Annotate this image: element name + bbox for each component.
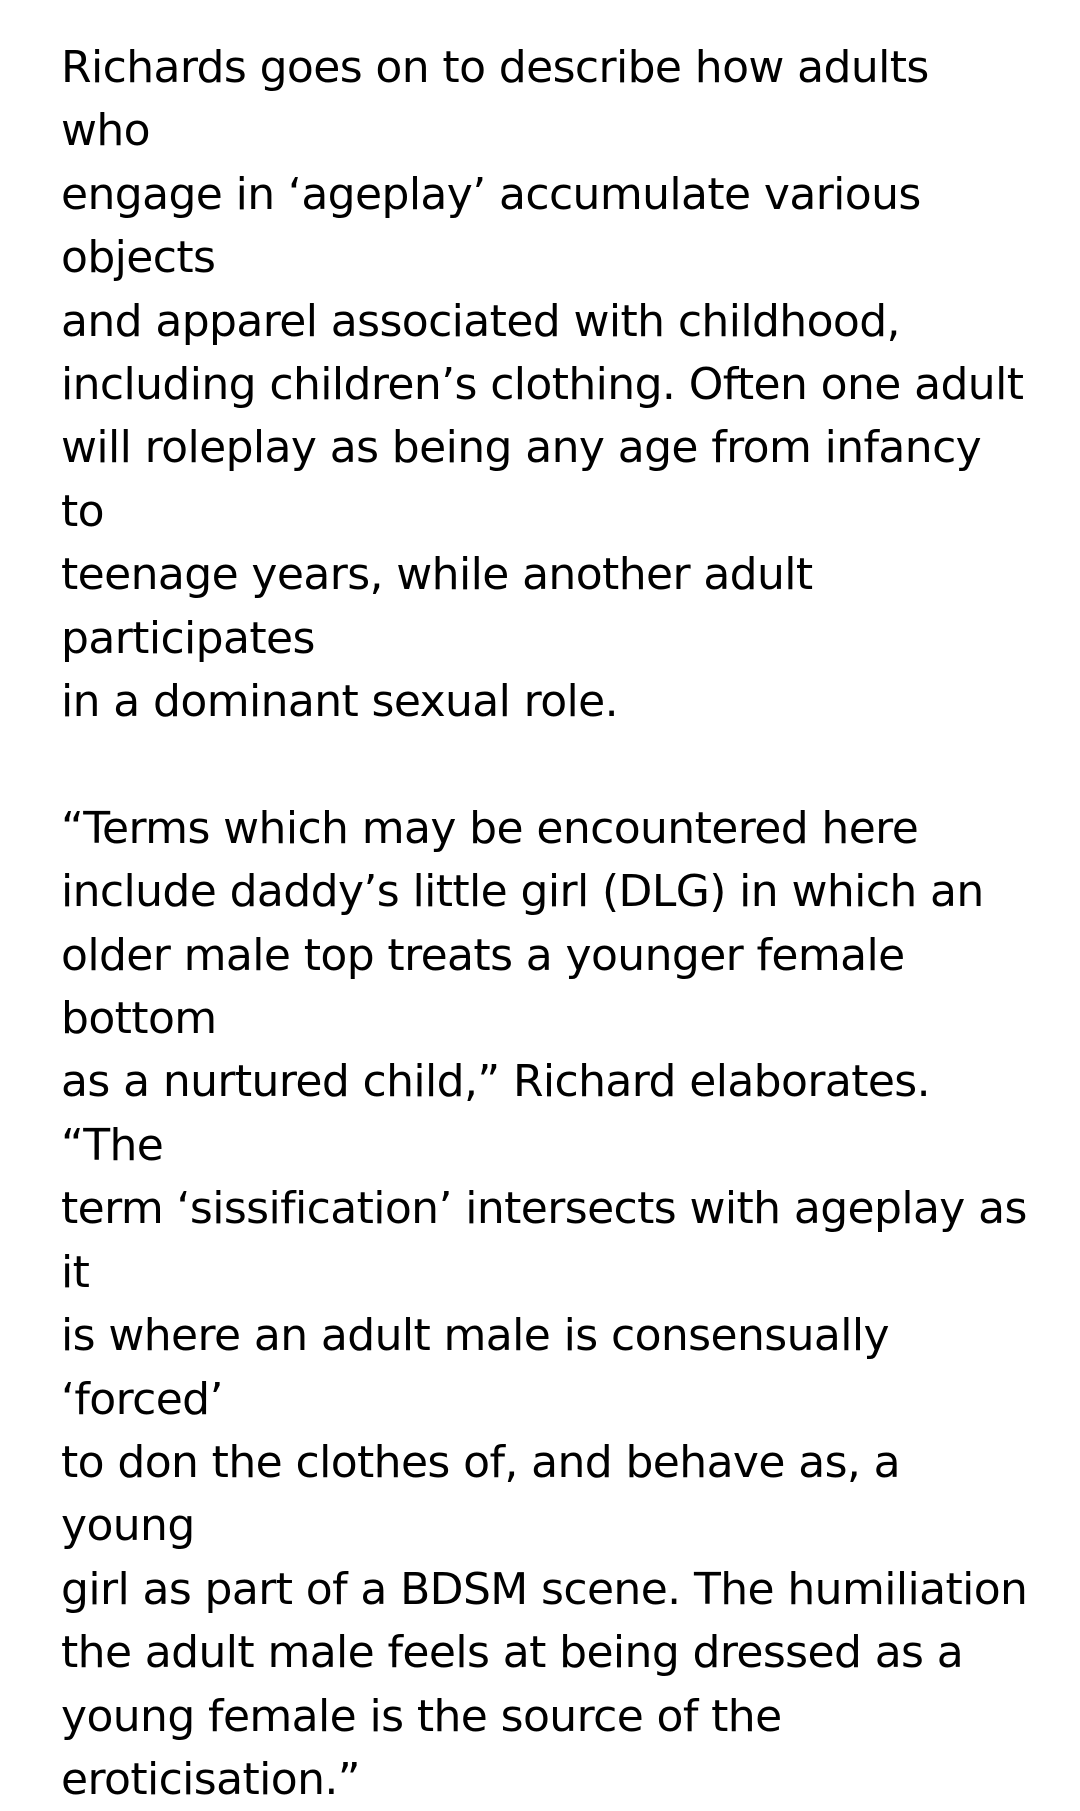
paragraph-ageplay-description: Richards goes on to describe how adults who engage in ‘ageplay’ accumulate various objects and apparel associated with childhood, including children’s clothing. Often one adult will roleplay as being any age from infancy to teenage years, while another adult participates in a dominant sexual role. — [61, 42, 1024, 728]
paragraph-quote-terms: “Terms which may be encountered here include daddy’s little girl (DLG) in which an older male top treats a younger female bottom as a nurtured child,” Richard elaborates. “The term ‘sissification’ intersects with ageplay as it is where an adult male is consensually ‘forced’ to don the clothes of, and behave as, a young girl as part of a BDSM scene. The humiliation the adult male feels at being dressed as a young female is the source of the eroticisation.” — [61, 802, 1028, 1805]
article-body — [61, 36, 1031, 1811]
